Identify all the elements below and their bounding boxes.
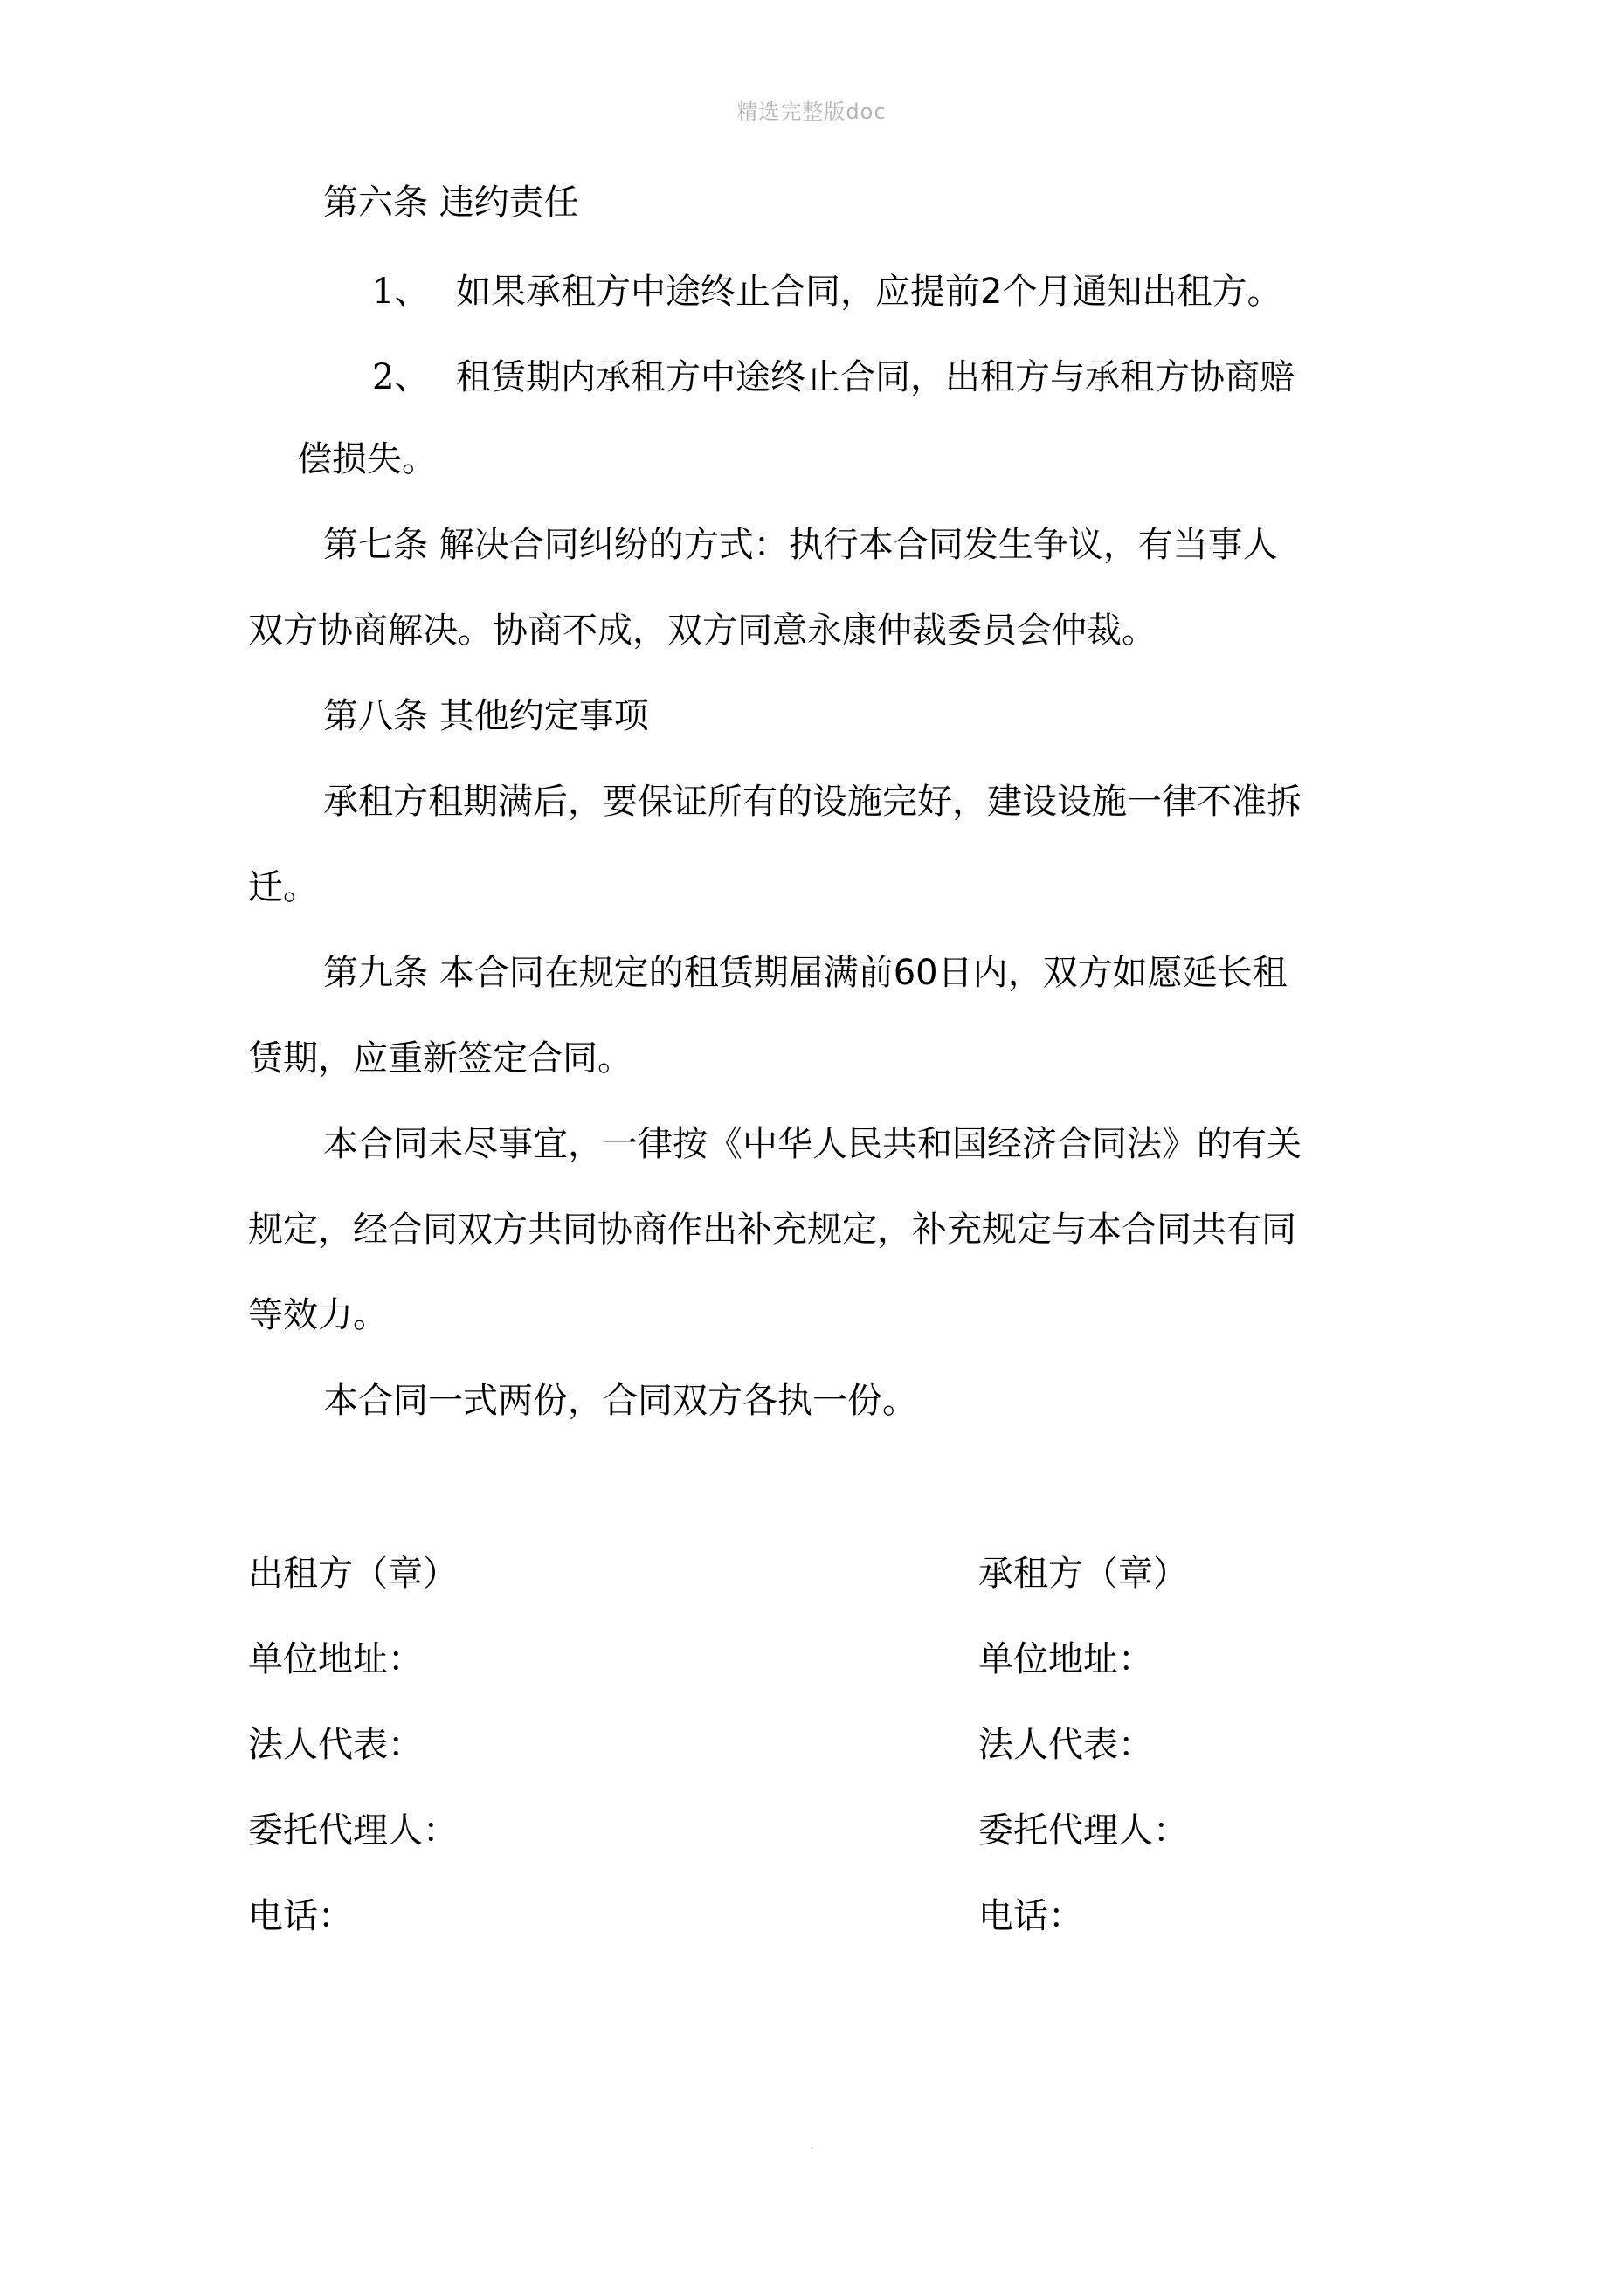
misc-line-1: 本合同未尽事宜，一律按《中华人民共和国经济合同法》的有关 (323, 1124, 1302, 1164)
article-7-line-2: 双方协商解决。协商不成，双方同意永康仲裁委员会仲裁。 (248, 610, 1157, 651)
copies-line: 本合同一式两份，合同双方各执一份。 (323, 1381, 917, 1421)
article-6-item-2 (372, 353, 1295, 402)
article-8-title: 第八条 其他约定事项 (323, 696, 649, 736)
footer-dot (811, 2147, 813, 2149)
article-9-line-2: 赁期，应重新签定合同。 (248, 1038, 632, 1079)
misc-line-2: 规定，经合同双方共同协商作出补充规定，补充规定与本合同共有同 (248, 1210, 1296, 1250)
article-6-item-2-cont: 偿损失。 (297, 439, 437, 479)
item-number: 2、 (372, 357, 430, 397)
lessor-title: 出租方（章） (248, 1554, 458, 1594)
lessor-legal-rep-label: 法人代表： (248, 1725, 423, 1765)
article-6-item-1 (372, 267, 1281, 316)
lessor-phone-label: 电话： (248, 1896, 353, 1936)
lessee-title: 承租方（章） (978, 1554, 1188, 1594)
lessor-address-label: 单位地址： (248, 1639, 423, 1679)
misc-line-3: 等效力。 (248, 1295, 388, 1335)
lessee-agent-label: 委托代理人： (978, 1810, 1188, 1851)
article-9-line-1: 第九条 本合同在规定的租赁期届满前60日内，双方如愿延长租 (323, 953, 1288, 993)
lessor-agent-label: 委托代理人： (248, 1810, 458, 1851)
lessee-phone-label: 电话： (978, 1896, 1083, 1936)
article-8-line-1: 承租方租期满后，要保证所有的设施完好，建设设施一律不准拆 (323, 782, 1302, 822)
article-6-title: 第六条 违约责任 (323, 183, 579, 223)
item-text: 如果承租方中途终止合同，应提前2个月通知出租方。 (456, 272, 1282, 312)
lessee-legal-rep-label: 法人代表： (978, 1725, 1153, 1765)
page-header: 精选完整版doc (736, 100, 887, 124)
item-text: 租赁期内承租方中途终止合同，出租方与承租方协商赔 (456, 357, 1295, 397)
lessee-address-label: 单位地址： (978, 1639, 1153, 1679)
article-7-line-1: 第七条 解决合同纠纷的方式：执行本合同发生争议，有当事人 (323, 525, 1278, 565)
item-number: 1、 (372, 272, 430, 312)
article-8-line-2: 迁。 (248, 867, 318, 907)
